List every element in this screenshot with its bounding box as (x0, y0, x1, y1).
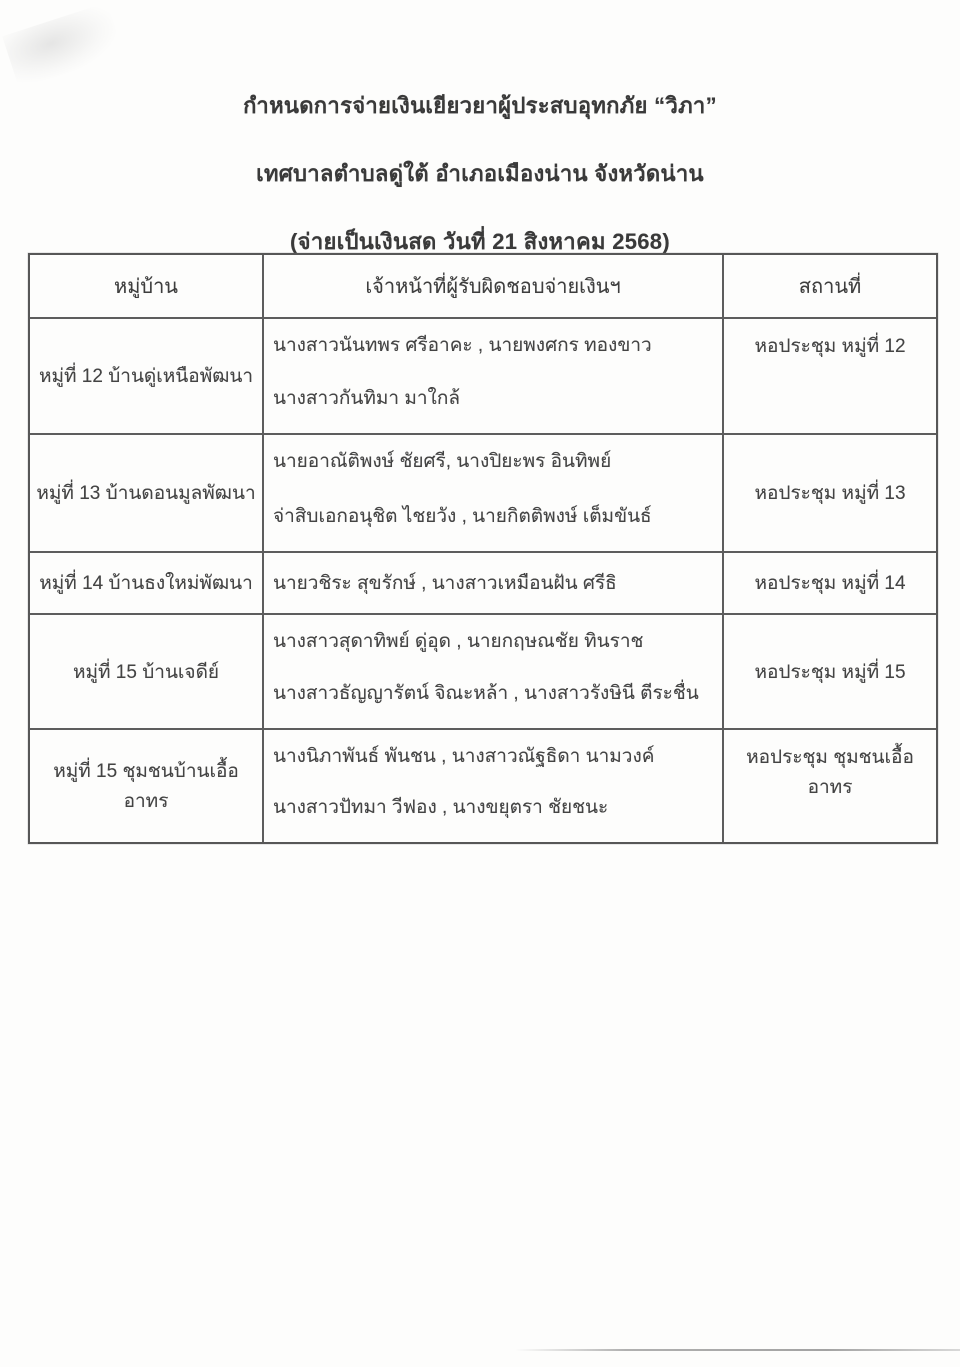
staff-line: นางสาวปัทมา วีฟอง , นางขยุตรา ชัยชนะ (273, 797, 609, 818)
village-cell: หมู่ที่ 13 บ้านดอนมูลพัฒนา (30, 435, 264, 551)
location-cell: หอประชุม หมู่ที่ 12 (754, 336, 906, 357)
document-title: กำหนดการจ่ายเงินเยียวยาผู้ประสบอุทกภัย “วิภา” (243, 93, 717, 118)
location-cell: หอประชุม หมู่ที่ 14 (754, 573, 906, 594)
table-row (30, 435, 936, 553)
header-village: หมู่บ้าน (30, 255, 264, 317)
village-cell: หมู่ที่ 14 บ้านธงใหม่พัฒนา (30, 553, 264, 613)
table-row (30, 319, 936, 435)
location-cell: หอประชุม หมู่ที่ 13 (754, 483, 906, 504)
staff-cell (264, 319, 724, 433)
header-location: สถานที่ (798, 276, 862, 298)
staff-cell (264, 615, 724, 728)
table-row (30, 553, 936, 615)
village-cell: หมู่ที่ 12 บ้านดู่เหนือพัฒนา (30, 319, 264, 433)
scan-line-artifact (515, 1349, 960, 1351)
location-cell: หอประชุม หมู่ที่ 15 (754, 661, 906, 683)
village-cell: หมู่ที่ 15 ชุมชนบ้านเอื้ออาทร (30, 730, 264, 842)
village-cell: หมู่ที่ 15 บ้านเจดีย์ (30, 615, 264, 728)
staff-line: นางสาวกันทิมา มาใกล้ (273, 388, 460, 409)
header-staff: เจ้าหน้าที่ผู้รับผิดชอบจ่ายเงินฯ (264, 255, 724, 317)
staff-line: นายวชิระ สุขรักษ์ , นางสาวเหมือนฝัน ศรีธิ (273, 573, 617, 594)
table-row (30, 615, 936, 730)
staff-cell (264, 553, 724, 613)
scan-smudge-artifact (2, 2, 124, 88)
table-row (30, 730, 936, 842)
staff-line: นางสาวธัญญารัตน์ จิณะหล้า , นางสาวรังษินี ตีระชื่น (273, 683, 699, 704)
staff-line: นางนิภาพันธ์ พันชน , นางสาวณัฐธิดา นามวงค์ (273, 746, 655, 767)
document-subtitle-municipality: เทศบาลตำบลดู่ใต้ อำเภอเมืองน่าน จังหวัดน่าน (256, 161, 704, 186)
document-subtitle-payment-date: (จ่ายเป็นเงินสด วันที่ 21 สิงหาคม 2568) (290, 229, 670, 254)
location-cell: หอประชุม ชุมชนเอื้ออาทร (746, 747, 914, 798)
staff-line: จ่าสิบเอกอนุชิต ไชยวัง , นายกิตติพงษ์ เต็มขันธ์ (273, 506, 652, 527)
staff-line: นางสาวสุดาทิพย์ ดู่อุด , นายกฤษณชัย ทินราช (273, 631, 644, 652)
staff-cell (264, 435, 724, 551)
payment-schedule-table (28, 253, 938, 844)
table-header-row (30, 255, 936, 319)
staff-cell (264, 730, 724, 842)
staff-line: นางสาวนันทพร ศรีอาคะ , นายพงศกร ทองขาว (273, 335, 652, 356)
staff-line: นายอาณัติพงษ์ ชัยศรี, นางปิยะพร อินทิพย์ (273, 451, 612, 472)
